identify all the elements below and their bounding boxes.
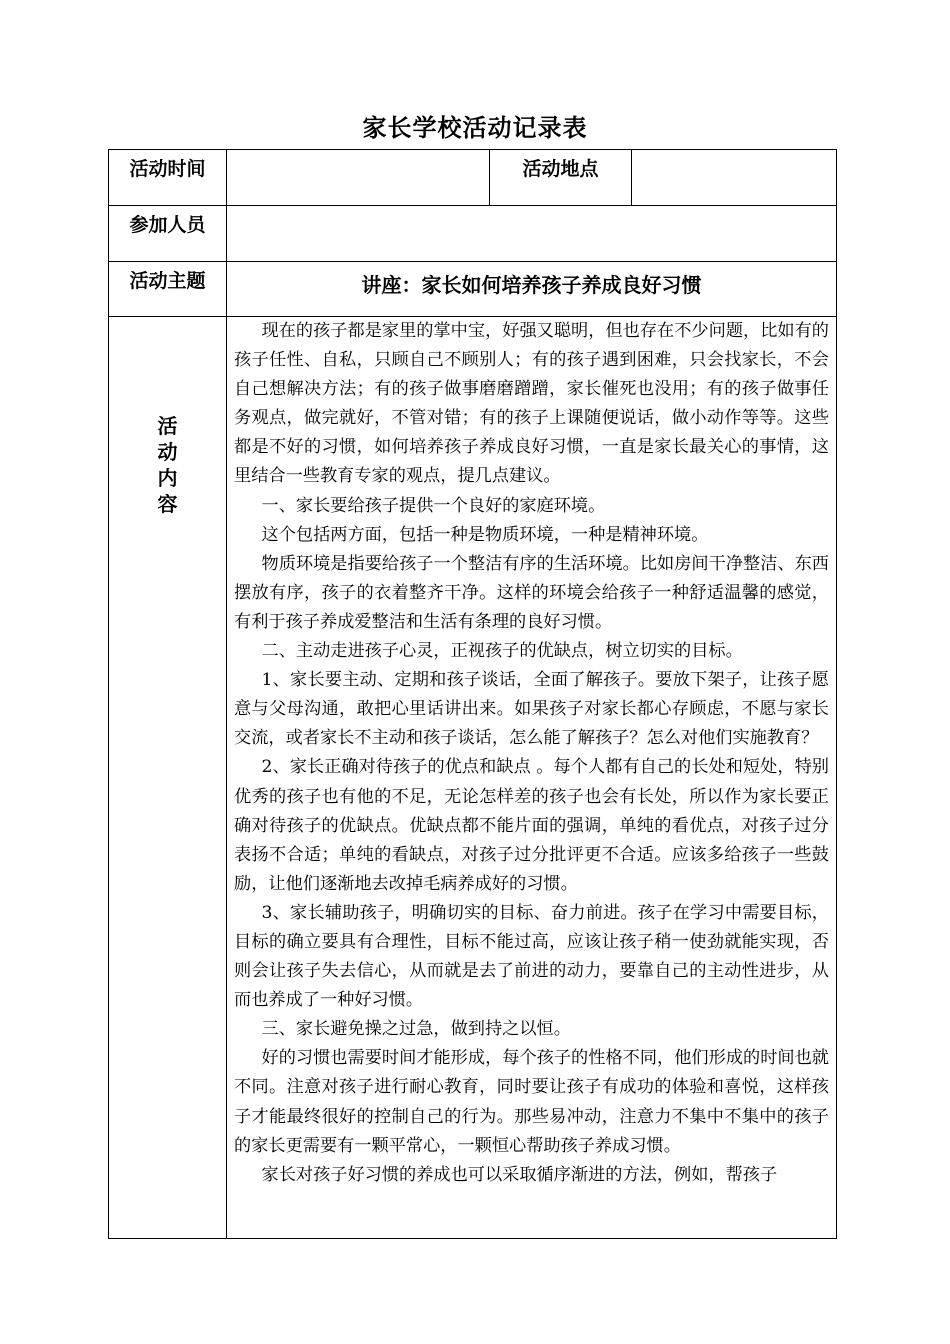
content-paragraph: 物质环境是指要给孩子一个整洁有序的生活环境。比如房间干净整洁、东西摆放有序，孩子的衣着整齐干净。这样的环境会给孩子一种舒适温馨的感觉，有利于孩子养成爱整洁和生活有条理的良好习惯。 — [234, 553, 829, 632]
content-cell — [227, 317, 837, 1239]
content-label-char: 容 — [157, 492, 178, 516]
row-theme — [109, 262, 837, 317]
theme-label: 活动主题 — [109, 262, 227, 317]
row-content — [109, 317, 837, 1239]
content-paragraph: 好的习惯也需要时间才能形成，每个孩子的性格不同，他们形成的时间也就不同。注意对孩子进行耐心教育，同时要让孩子有成功的体验和喜悦，这样孩子才能最终很好的控制自己的行为。那些易冲动，注意力不集中不集中的孩子的家长更需要有一颗平常心，一颗恒心帮助孩子养成习惯。 — [234, 1048, 829, 1156]
content-body — [227, 317, 836, 1238]
row-participants — [109, 206, 837, 262]
participants-label: 参加人员 — [109, 206, 227, 262]
content-label-char: 内 — [157, 466, 178, 490]
content-label — [109, 317, 227, 1239]
time-label: 活动时间 — [109, 150, 227, 206]
content-label-char: 动 — [157, 440, 178, 464]
content-paragraph: 现在的孩子都是家里的掌中宝，好强又聪明，但也存在不少问题，比如有的孩子任性、自私，只顾自己不顾别人；有的孩子遇到困难，只会找家长，不会自己想解决方法；有的孩子做事磨磨蹭蹭，家长催死也没用；有的孩子做事任务观点，做完就好，不管对错；有的孩子上课随便说话，做小动作等等。这些都是不好的习惯，如何培养孩子养成良好习惯，一直是家长最关心的事情，这里结合一些教育专家的观点，提几点建议。 — [234, 321, 829, 487]
place-label: 活动地点 — [490, 150, 632, 206]
content-paragraph: 2、家长正确对待孩子的优点和缺点 。每个人都有自己的长处和短处，特别优秀的孩子也有他的不足，无论怎样差的孩子也会有长处，所以作为家长要正确对待孩子的优缺点。优缺点都不能片面的强调，单纯的看优点，对孩子过分表扬不合适；单纯的看缺点，对孩子过分批评更不合适。应该多给孩子一些鼓励，让他们逐渐地去改掉毛病养成好的习惯。 — [234, 757, 829, 894]
content-label-char: 活 — [157, 414, 178, 438]
activity-record-table — [108, 149, 837, 1239]
time-value[interactable] — [227, 150, 490, 206]
row-time-place — [109, 150, 837, 206]
content-paragraph: 三、家长避免操之过急，做到持之以恒。 — [261, 1019, 571, 1040]
place-value[interactable] — [632, 150, 837, 206]
content-paragraph: 家长对孩子好习惯的养成也可以采取循序渐进的方法，例如，帮孩子 — [261, 1164, 778, 1185]
theme-value: 讲座：家长如何培养孩子养成良好习惯 — [227, 262, 837, 317]
content-paragraph: 一、家长要给孩子提供一个良好的家庭环境。 — [261, 495, 606, 516]
content-paragraph: 1、家长要主动、定期和孩子谈话，全面了解孩子。要放下架子，让孩子愿意与父母沟通，敢把心里话讲出来。如果孩子对家长都心存顾虑，不愿与家长交流，或者家长不主动和孩子谈话，怎么能了解孩子？怎么对他们实施教育？ — [234, 670, 829, 749]
content-paragraph: 这个包括两方面，包括一种是物质环境，一种是精神环境。 — [261, 524, 709, 545]
participants-value[interactable] — [227, 206, 837, 262]
content-paragraph: 二、主动走进孩子心灵，正视孩子的优缺点，树立切实的目标。 — [261, 641, 743, 662]
content-paragraph: 3、家长辅助孩子，明确切实的目标、奋力前进。孩子在学习中需要目标，目标的确立要具有合理性，目标不能过高，应该让孩子稍一使劲就能实现，否则会让孩子失去信心，从而就是去了前进的动力，要靠自己的主动性进步，从而也养成了一种好习惯。 — [234, 902, 829, 1011]
document-title: 家长学校活动记录表 — [362, 113, 588, 142]
